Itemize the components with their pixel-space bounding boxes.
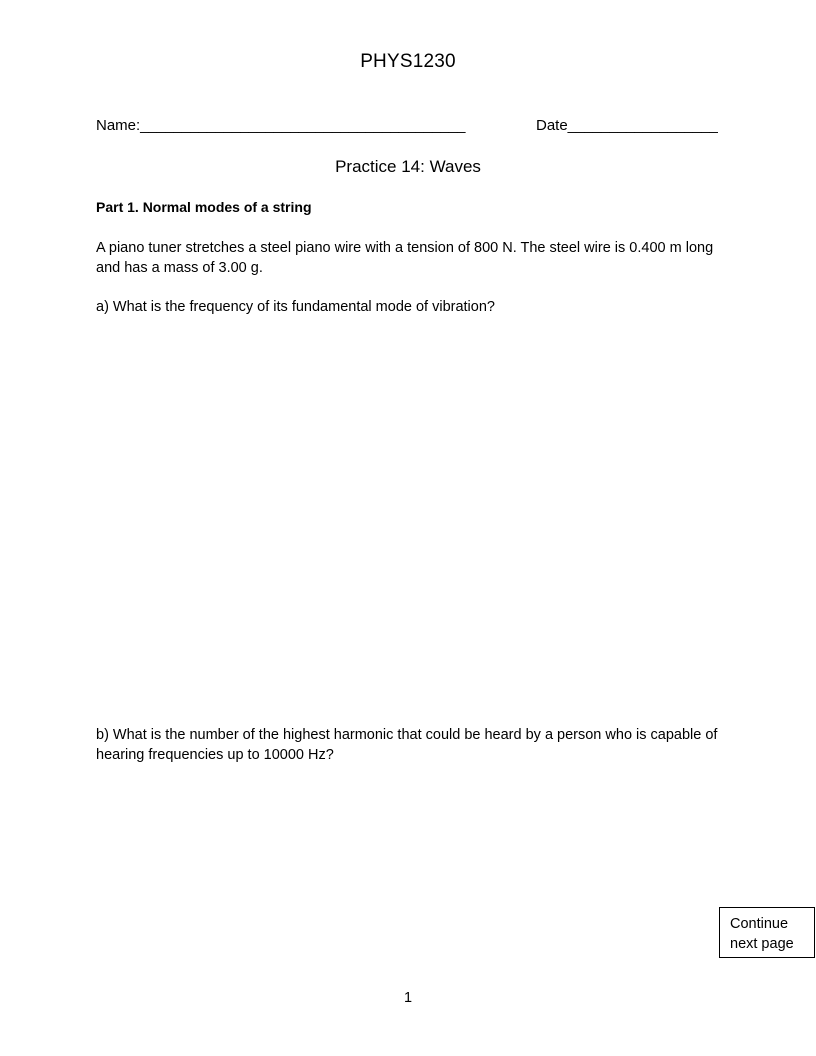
question-a: a) What is the frequency of its fundamental mode of vibration? xyxy=(96,299,495,315)
page-title: Practice 14: Waves xyxy=(335,157,481,176)
part-heading: Part 1. Normal modes of a string xyxy=(96,199,312,215)
name-field: Name:_______________________________________ xyxy=(96,117,466,134)
page-number: 1 xyxy=(403,990,413,1006)
continue-note-box xyxy=(719,907,815,958)
continue-note-line1: Continue xyxy=(730,916,789,932)
date-field: Date__________________ xyxy=(536,117,718,134)
question-b: b) What is the number of the highest harmonic that could be heard by a person who is capable of hearing frequencies up to 10000 Hz? xyxy=(96,727,718,763)
continue-note-line2: next page xyxy=(730,936,794,952)
problem-statement: A piano tuner stretches a steel piano wire with a tension of 800 N. The steel wire is 0.400 m long and has a mass of 3.00 g. xyxy=(96,240,714,276)
course-title: PHYS1230 xyxy=(360,51,456,72)
